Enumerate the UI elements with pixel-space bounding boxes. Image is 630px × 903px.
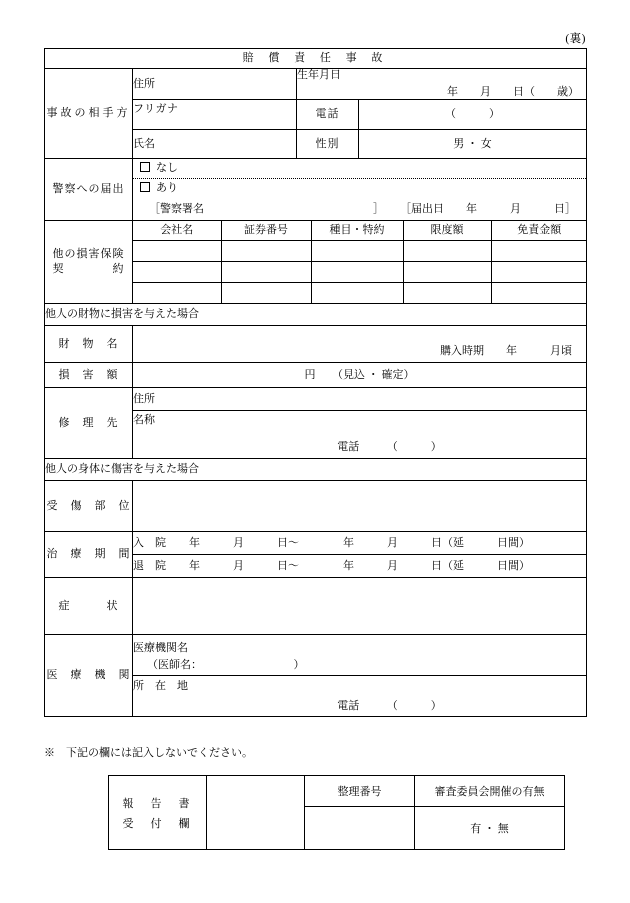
counterparty-address-field[interactable] <box>133 69 297 100</box>
medical-phone-row <box>133 696 586 716</box>
accident-report-table <box>44 48 587 717</box>
medical-subtable <box>133 635 586 716</box>
police-option-yes-label: あり <box>156 182 178 195</box>
repair-subtable <box>133 388 586 458</box>
admission-field[interactable] <box>133 532 586 555</box>
cell-type[interactable] <box>311 241 403 262</box>
cell-policy-number[interactable] <box>221 283 311 304</box>
column-header-type: 種目・特約 <box>311 221 403 241</box>
receipt-label-cell <box>109 776 207 850</box>
medical-phone-label: 電話 （ ） <box>337 699 442 712</box>
police-report-fields <box>133 159 587 221</box>
table-row <box>133 283 587 304</box>
cell-deductible[interactable] <box>491 262 587 283</box>
repair-address-row <box>133 388 586 411</box>
column-header-limit: 限度額 <box>403 221 491 241</box>
discharge-fields: 年 月 日～ 年 月 日（延 日間） <box>189 559 530 572</box>
cell-limit[interactable] <box>403 262 491 283</box>
police-report-date-label: ［届出日 年 月 日］ <box>400 202 576 215</box>
medical-row-label: 医 療 機 関 <box>45 635 133 717</box>
repair-row-label: 修 理 先 <box>45 388 133 459</box>
medical-location-field[interactable] <box>133 676 586 697</box>
counterparty-address-label: 住所 <box>133 77 155 90</box>
other-insurance-row-label-2: 契 約 <box>52 263 125 276</box>
property-purchase-label: 購入時期 年 月頃 <box>440 345 572 358</box>
police-station-close: ］ <box>373 202 384 215</box>
office-use-header-row <box>109 776 565 807</box>
counterparty-name-field[interactable] <box>133 130 297 159</box>
repair-fields-cell <box>133 388 587 459</box>
police-option-none[interactable] <box>133 159 586 179</box>
counterparty-row-label: 事故の相手方 <box>45 69 133 159</box>
counterparty-kana-field[interactable] <box>133 100 297 130</box>
cell-type[interactable] <box>311 262 403 283</box>
cell-company[interactable] <box>133 262 221 283</box>
table-row <box>133 241 587 262</box>
seiri-number-header: 整理番号 <box>305 776 415 807</box>
medical-doctor-field[interactable] <box>133 655 586 676</box>
table-row-symptoms <box>45 578 587 635</box>
seiri-number-field[interactable] <box>305 807 415 850</box>
counterparty-gender-field[interactable] <box>359 130 587 159</box>
injury-part-field[interactable] <box>133 481 587 532</box>
table-row-injury-heading <box>45 459 587 481</box>
other-insurance-header-row <box>133 221 587 241</box>
discharge-label: 退 院 <box>133 559 166 572</box>
cell-company[interactable] <box>133 283 221 304</box>
medical-doctor-label: （医師名： <box>147 658 202 671</box>
property-item-field[interactable] <box>133 326 587 363</box>
other-insurance-grid-cell <box>133 221 587 304</box>
injury-part-label: 受 傷 部 位 <box>45 481 133 532</box>
form-title: 賠 償 責 任 事 故 <box>45 49 587 69</box>
counterparty-gender-value: 男 ・ 女 <box>453 137 492 150</box>
counterparty-gender-label: 性別 <box>315 137 340 150</box>
medical-fields-cell <box>133 635 587 717</box>
medical-location-label: 所 在 地 <box>133 679 188 692</box>
committee-header: 審査委員会開催の有無 <box>415 776 565 807</box>
medical-doctor-row <box>133 655 586 676</box>
police-option-yes-row <box>133 179 586 199</box>
police-details-row <box>133 198 586 220</box>
office-use-table <box>108 775 565 850</box>
committee-value[interactable]: 有 ・ 無 <box>415 807 565 850</box>
repair-address-field[interactable] <box>133 388 586 411</box>
medical-phone-field[interactable] <box>133 696 586 716</box>
table-row-damage-amount <box>45 363 587 388</box>
counterparty-kana-label: フリガナ <box>133 103 179 116</box>
repair-phone-row <box>133 436 586 458</box>
medical-location-row <box>133 676 586 697</box>
cell-policy-number[interactable] <box>221 241 311 262</box>
discharge-field[interactable] <box>133 555 586 578</box>
admission-label: 入 院 <box>133 536 166 549</box>
column-header-deductible: 免責金額 <box>491 221 587 241</box>
symptom-field[interactable] <box>133 578 587 635</box>
treatment-period-cell <box>133 532 587 578</box>
page-side-marker: (裏) <box>565 33 586 45</box>
repair-phone-label: 電話 （ ） <box>337 440 442 453</box>
police-station-label: ［警察署名 <box>149 202 204 215</box>
cell-deductible[interactable] <box>491 241 587 262</box>
medical-doctor-close: ） <box>293 658 305 671</box>
column-header-policy-number: 証券番号 <box>221 221 311 241</box>
cell-policy-number[interactable] <box>221 262 311 283</box>
police-row-label: 警察への届出 <box>45 159 133 221</box>
repair-name-label: 名称 <box>133 414 155 427</box>
counterparty-phone-field[interactable] <box>359 100 587 130</box>
injury-section-heading: 他人の身体に傷害を与えた場合 <box>45 459 587 481</box>
repair-name-field[interactable] <box>133 411 586 437</box>
medical-institution-label: 医療機関名 <box>133 642 188 655</box>
repair-address-label: 住所 <box>133 392 155 405</box>
counterparty-name-label: 氏名 <box>133 137 155 150</box>
other-insurance-row-label-cell <box>45 221 133 304</box>
repair-name-row <box>133 411 586 437</box>
police-details[interactable] <box>133 198 586 220</box>
checkbox-icon[interactable] <box>140 162 150 172</box>
cell-type[interactable] <box>311 283 403 304</box>
damage-amount-unit: 円 （見込 ・ 確定） <box>304 368 415 381</box>
property-item-label: 財 物 名 <box>45 326 133 363</box>
counterparty-birth-fields: 年 月 日（ 歳） <box>447 86 579 99</box>
counterparty-phone-value: （ ） <box>445 108 500 121</box>
police-option-none-label: なし <box>156 162 178 175</box>
discharge-row <box>133 555 586 578</box>
cell-limit[interactable] <box>403 241 491 262</box>
repair-phone-field[interactable] <box>133 436 586 458</box>
counterparty-phone-label-cell <box>297 100 359 130</box>
receipt-label-line2: 受 付 欄 <box>122 817 193 830</box>
police-option-none-row <box>133 159 586 179</box>
damage-amount-label: 損 害 額 <box>45 363 133 388</box>
table-row-other-insurance <box>45 221 587 304</box>
counterparty-gender-label-cell <box>297 130 359 159</box>
cell-company[interactable] <box>133 241 221 262</box>
other-insurance-row-label-1: 他の損害保険 <box>52 248 125 261</box>
other-insurance-grid <box>133 221 587 303</box>
cell-limit[interactable] <box>403 283 491 304</box>
receipt-blank-field[interactable] <box>207 776 305 850</box>
table-row-police-report <box>45 159 587 221</box>
medical-institution-name-row <box>133 635 586 655</box>
property-section-heading: 他人の財物に損害を与えた場合 <box>45 304 587 326</box>
counterparty-birth-label: 生年月日 <box>297 69 341 81</box>
table-row-title <box>45 49 587 69</box>
cell-deductible[interactable] <box>491 283 587 304</box>
treatment-period-label: 治 療 期 間 <box>45 532 133 578</box>
table-row-property-heading <box>45 304 587 326</box>
medical-institution-field[interactable] <box>133 635 586 655</box>
symptom-label: 症 状 <box>45 578 133 635</box>
receipt-label-line1: 報 告 書 <box>122 797 193 810</box>
table-row-injury-part <box>45 481 587 532</box>
column-header-company: 会社名 <box>133 221 221 241</box>
footer-note: ※ 下記の欄には記入しないでください。 <box>44 747 253 759</box>
admission-fields: 年 月 日～ 年 月 日（延 日間） <box>189 536 530 549</box>
table-row-counterparty-address <box>45 69 587 100</box>
damage-amount-field[interactable] <box>133 363 587 388</box>
treatment-subtable <box>133 532 586 577</box>
admission-row <box>133 532 586 555</box>
table-row-medical-institution <box>45 635 587 717</box>
table-row-treatment-period <box>45 532 587 578</box>
table-row-property-name <box>45 326 587 363</box>
police-subtable <box>133 159 586 220</box>
police-option-yes[interactable] <box>133 179 586 199</box>
checkbox-icon[interactable] <box>140 182 150 192</box>
table-row-repair <box>45 388 587 459</box>
table-row <box>133 262 587 283</box>
counterparty-birth-field[interactable] <box>297 69 587 100</box>
counterparty-phone-label: 電話 <box>315 108 340 121</box>
